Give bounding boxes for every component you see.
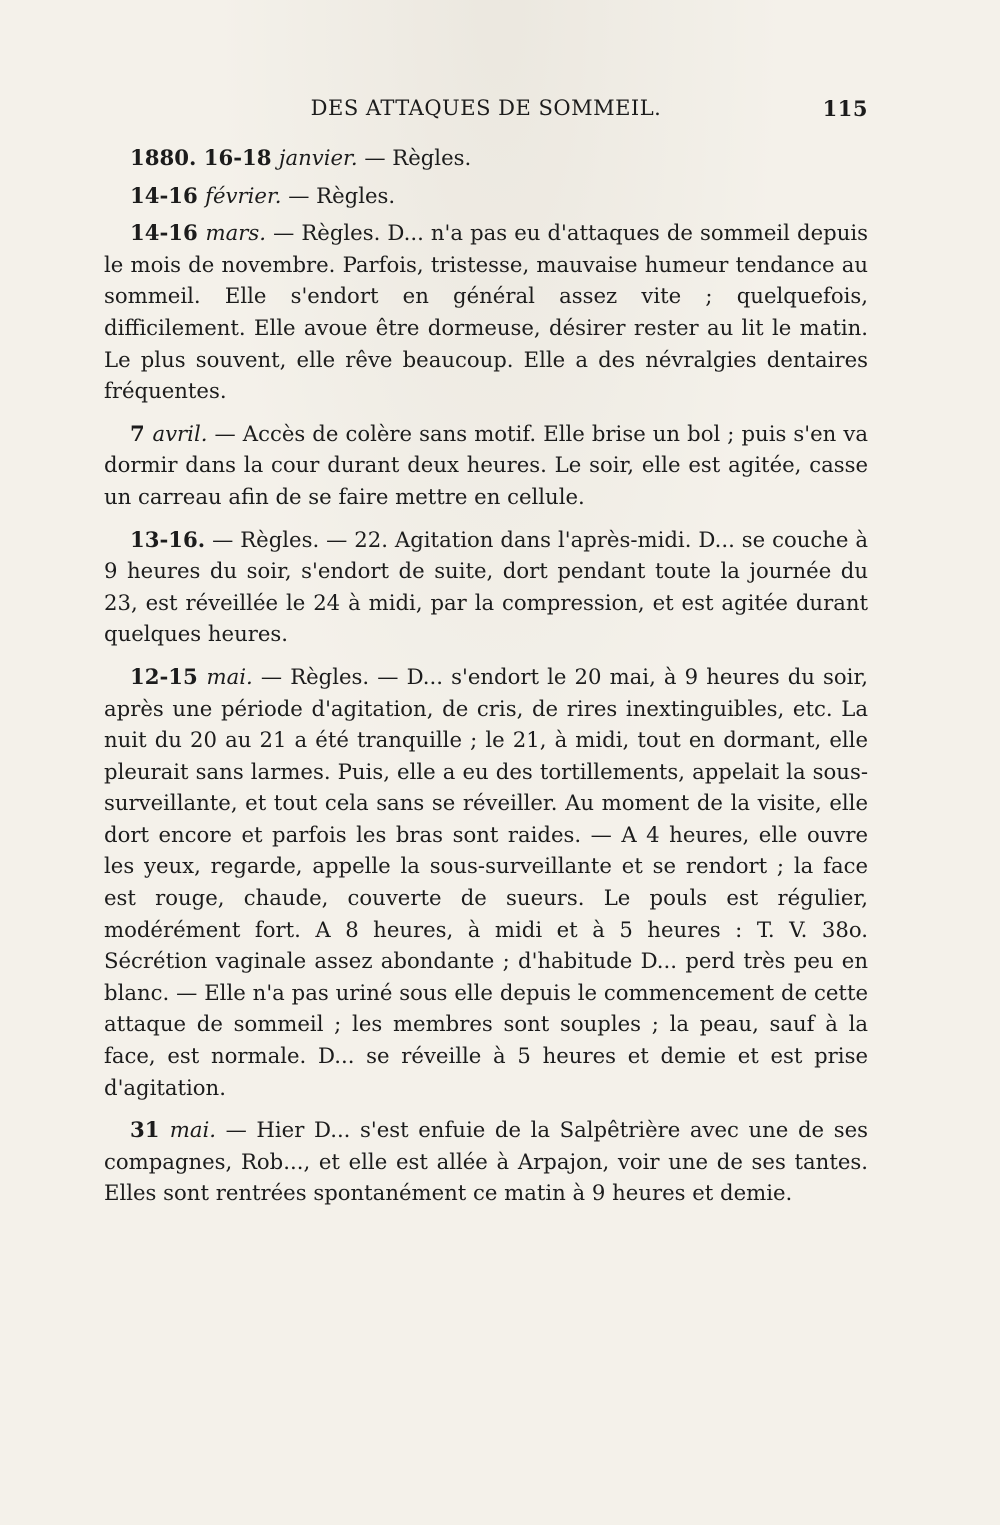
entry-date: 7 avril. <box>130 420 208 446</box>
entry-text: — Hier D... s'est enfuie de la Salpêtrière avec une de ses compagnes, Rob..., et elle est allée à Arpajon, voir une de ses tantes. Elles sont rentrées spontanément ce matin à 9 heures et demie. <box>104 1117 868 1206</box>
entry-date: 14-16 mars. <box>130 220 266 246</box>
entry-march <box>104 217 868 407</box>
entry-may-31 <box>104 1114 868 1209</box>
entry-february <box>104 180 868 212</box>
entry-text: — Règles. <box>364 145 472 170</box>
entry-april-13 <box>104 524 868 650</box>
entry-text: — Règles. D... n'a pas eu d'attaques de sommeil depuis le mois de novembre. Parfois, tristesse, mauvaise humeur tendance au sommeil. Elle s'endort en général assez vite ; quelquefois, difficilement. Elle avoue être dormeuse, désirer rester au lit le matin. Le plus souvent, elle rêve beaucoup. Elle a des névralgies dentaires fréquentes. <box>104 220 868 404</box>
page-number: 115 <box>822 96 868 121</box>
entry-date: 12-15 mai. <box>130 663 253 689</box>
entry-text: — Règles. — D... s'endort le 20 mai, à 9 heures du soir, après une période d'agitation, de cris, de rires inextinguibles, etc. La nuit du 20 au 21 a été tranquille ; le 21, à midi, tout en dormant, elle pleurait sans larmes. Puis, elle a eu des tortillements, appelait la sous-surveillante, et tout cela sans se réveiller. Au moment de la visite, elle dort encore et parfois les bras sont raides. — A 4 heures, elle ouvre les yeux, regarde, appelle la sous-surveillante et se rendort ; la face est rouge, chaude, couverte de sueurs. Le pouls est régulier, modérément fort. A 8 heures, à midi et à 5 heures : T. V. 38o. Sécrétion vaginale assez abondante ; d'habitude D... perd très peu en blanc. — Elle n'a pas uriné sous elle depuis le commencement de cette attaque de sommeil ; les membres sont souples ; la peau, sauf à la face, est normale. D... se réveille à 5 heures et demie et est prise d'agitation. <box>104 663 868 1100</box>
entry-date: 1880. 16-18 janvier. <box>130 145 358 170</box>
entry-text: — Accès de colère sans motif. Elle brise un bol ; puis s'en va dormir dans la cour durant deux heures. Le soir, elle est agitée, casse un carreau afin de se faire mettre en cellule. <box>104 420 868 509</box>
entry-may <box>104 661 868 1103</box>
entry-january <box>104 142 868 174</box>
running-head <box>104 96 868 136</box>
chapter-title: DES ATTAQUES DE SOMMEIL. <box>310 96 662 120</box>
entry-text: — Règles. — 22. Agitation dans l'après-midi. D... se couche à 9 heures du soir, s'endort de suite, dort pendant toute la journée du 23, est réveillée le 24 à midi, par la compression, et est agitée durant quelques heures. <box>104 526 868 647</box>
entry-text: — Règles. <box>288 182 396 208</box>
entry-april <box>104 418 868 513</box>
entry-date: 31 mai. <box>130 1117 216 1143</box>
entry-date: 14-16 février. <box>130 182 282 208</box>
entry-date: 13-16. <box>130 526 206 552</box>
body-text <box>104 142 868 1220</box>
